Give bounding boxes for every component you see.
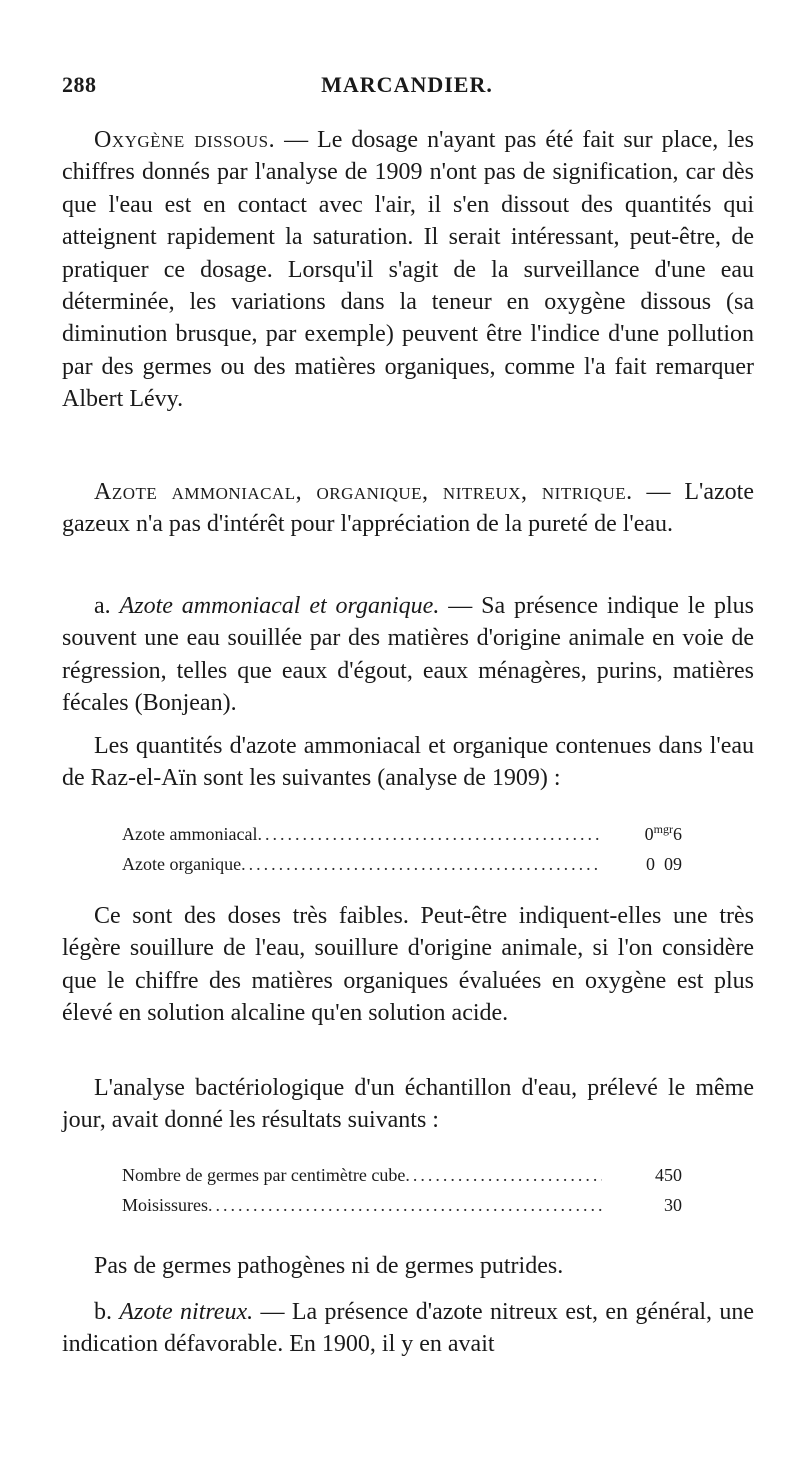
paragraph-oxygene bbox=[62, 124, 754, 416]
table-row bbox=[122, 814, 682, 849]
paragraph-azote-ammoniacal bbox=[62, 590, 754, 720]
paragraph-ammoniacal-text: — Sa présence indique le plus souvent une eau souillée par des matières d'origine animale en voie de régression, telles que eaux d'égout, eaux ménagères, purins, matières fécales (Bonjean). bbox=[62, 593, 755, 717]
germes-table bbox=[122, 1160, 682, 1220]
paragraph-quantites bbox=[62, 730, 754, 795]
paragraph-azote bbox=[62, 476, 754, 541]
dot-leader bbox=[208, 1190, 602, 1220]
row-label: Azote organique bbox=[122, 854, 242, 874]
row-value: 450 bbox=[655, 1165, 682, 1185]
paragraph-nitreux-text: — La présence d'azote nitreux est, en général, une indication défavorable. En 1900, il y en avait bbox=[62, 1299, 755, 1358]
paragraph-bacteriologique bbox=[62, 1072, 754, 1137]
row-label: Azote ammoniacal bbox=[122, 824, 258, 844]
paragraph-pathogenes-text: Pas de germes pathogènes ni de germes putrides. bbox=[94, 1253, 564, 1279]
paragraph-doses-text: Ce sont des doses très faibles. Peut-être indiquent-elles une très légère souillure de l'eau, souillure d'origine animale, si l'on considère que le chiffre des matières organiques évaluées en oxygène est plus élevé en solution alcaline qu'en solution acide. bbox=[62, 903, 754, 1027]
page-number: 288 bbox=[62, 72, 97, 97]
paragraph-azote-text: — L'azote gazeux n'a pas d'intérêt pour l'appréciation de la pureté de l'eau. bbox=[62, 479, 755, 538]
subsection-heading-ammoniacal: Azote ammoniacal et organique. bbox=[119, 593, 440, 619]
page-header bbox=[62, 72, 752, 102]
paragraph-pathogenes bbox=[62, 1250, 754, 1282]
azote-table bbox=[122, 814, 682, 879]
row-value: 30 bbox=[664, 1195, 682, 1215]
table-row bbox=[122, 1160, 682, 1190]
unit-superscript: mgr bbox=[653, 822, 673, 836]
table-row bbox=[122, 849, 682, 879]
subsection-letter-a: a. bbox=[94, 593, 120, 619]
row-label: Moisissures bbox=[122, 1195, 209, 1215]
dot-leader bbox=[405, 1160, 602, 1190]
paragraph-oxygene-text: — Le dosage n'ayant pas été fait sur place, les chiffres donnés par l'analyse de 1909 n'ont pas de signification, car dès que l'eau est en contact avec l'air, il s'en dissout des quantités qui atteignent rapidement la saturation. Il serait intéressant, peut-être, de pratiquer ce dosage. Lorsqu'il s'agit de la surveillance d'une eau déterminée, les variations dans la teneur en oxygène dissous (sa diminution brusque, par exemple) peuvent être l'indice d'une pollution par des germes ou des matières organiques, comme l'a fait remarquer Albert Lévy. bbox=[62, 127, 754, 413]
running-head bbox=[62, 72, 752, 98]
dot-leader bbox=[257, 819, 602, 849]
dot-leader bbox=[241, 849, 602, 879]
subsection-letter-b: b. bbox=[94, 1299, 120, 1325]
paragraph-azote-nitreux bbox=[62, 1296, 754, 1361]
paragraph-bacteriologique-text: L'analyse bactériologique d'un échantillon d'eau, prélevé le même jour, avait donné les résultats suivants : bbox=[62, 1075, 754, 1134]
running-head-text: MARCANDIER. bbox=[321, 72, 493, 97]
subsection-heading-nitreux: Azote nitreux. bbox=[119, 1299, 254, 1325]
section-heading-oxygene: Oxygène dissous. bbox=[94, 127, 276, 153]
paragraph-doses bbox=[62, 900, 754, 1030]
table-row bbox=[122, 1190, 682, 1220]
row-value: $0^{mgr}6$ bbox=[644, 822, 682, 844]
row-label: Nombre de germes par centimètre cube bbox=[122, 1165, 406, 1185]
paragraph-quantites-text: Les quantités d'azote ammoniacal et organique contenues dans l'eau de Raz-el-Aïn sont les suivantes (analyse de 1909) : bbox=[62, 733, 754, 792]
section-heading-azote: Azote ammoniacal, organique, nitreux, nitrique. bbox=[94, 479, 633, 505]
row-value: 0 09 bbox=[646, 854, 682, 874]
